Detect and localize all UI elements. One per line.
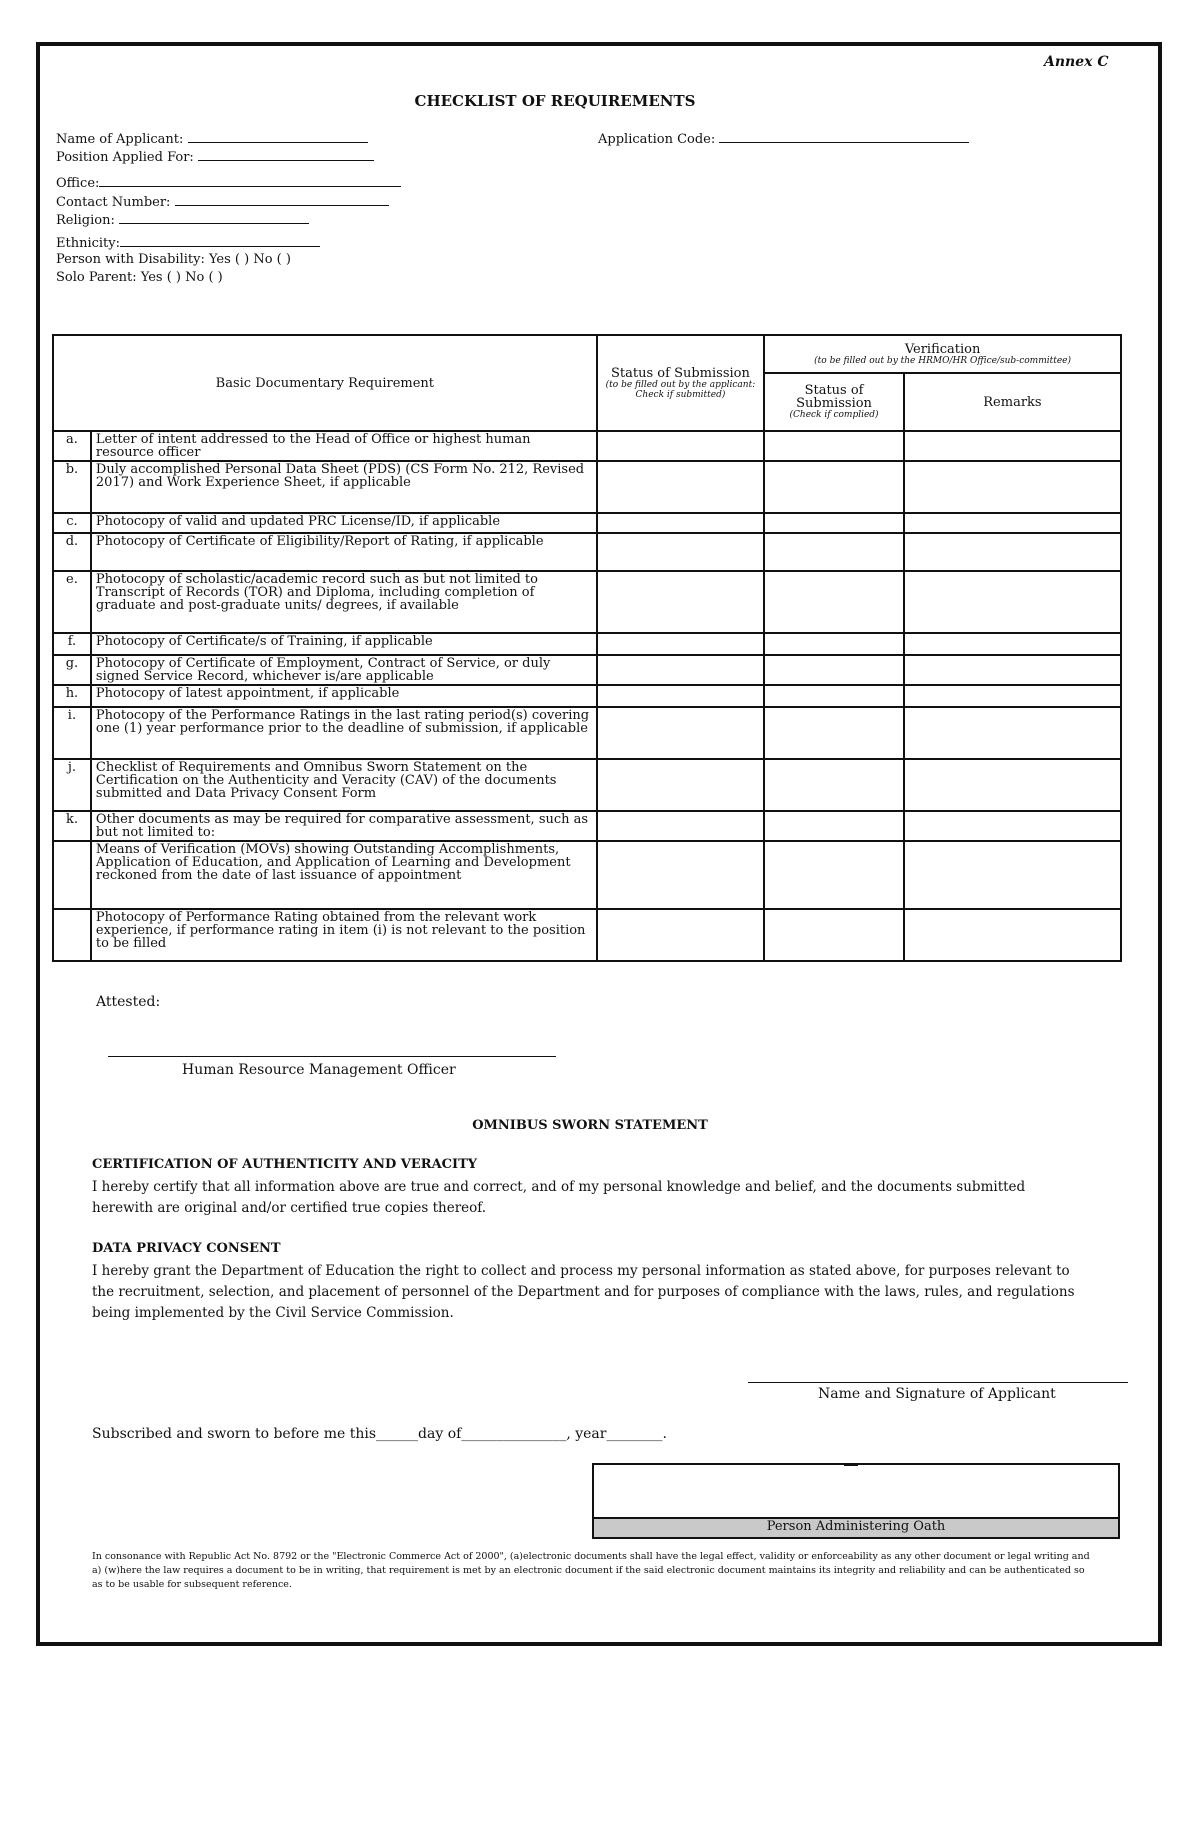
row-letter: c. bbox=[53, 513, 91, 533]
application-code-field[interactable] bbox=[598, 130, 969, 147]
header-requirement: Basic Documentary Requirement bbox=[53, 335, 597, 431]
row-requirement: Duly accomplished Personal Data Sheet (PDS) (CS Form No. 212, Revised 2017) and Work Experience Sheet, if applicable bbox=[91, 461, 597, 513]
table-row bbox=[53, 431, 1121, 461]
subscribed-line[interactable]: Subscribed and sworn to before me this______day of_______________, year________. bbox=[92, 1426, 667, 1442]
row-letter: a. bbox=[53, 431, 91, 461]
table-row bbox=[53, 759, 1121, 811]
row-letter: e. bbox=[53, 571, 91, 633]
header-status-note: (to be filled out by the applicant: Check if submitted) bbox=[605, 379, 756, 400]
row-requirement: Photocopy of valid and updated PRC License/ID, if applicable bbox=[91, 513, 597, 533]
verify-cell[interactable] bbox=[764, 461, 904, 513]
religion-label: Religion: bbox=[56, 213, 115, 228]
pwd-field[interactable]: Person with Disability: Yes ( ) No ( ) bbox=[56, 252, 291, 267]
row-letter: f. bbox=[53, 633, 91, 655]
header-ver-status-note: (Check if complied) bbox=[789, 410, 879, 420]
table-row bbox=[53, 633, 1121, 655]
verify-cell[interactable] bbox=[764, 513, 904, 533]
application-code-label: Application Code: bbox=[598, 132, 716, 147]
verify-cell[interactable] bbox=[764, 571, 904, 633]
certification-heading: CERTIFICATION OF AUTHENTICITY AND VERACITY bbox=[92, 1157, 478, 1172]
verify-cell[interactable] bbox=[764, 533, 904, 571]
privacy-text: I hereby grant the Department of Education the right to collect and process my personal information as stated above, for purposes relevant to the recruitment, selection, and placement of personnel of the Department and for purposes of compliance with the laws, rules, and regulations being implemented by the Civil Service Commission. bbox=[92, 1263, 1075, 1321]
status-cell[interactable] bbox=[597, 633, 765, 655]
verify-cell[interactable] bbox=[764, 633, 904, 655]
header-status bbox=[597, 335, 765, 431]
oath-label: Person Administering Oath bbox=[594, 1517, 1118, 1537]
row-requirement: Means of Verification (MOVs) showing Outstanding Accomplishments, Application of Education, and Application of Learning and Development reckoned from the date of last issuance of appointment bbox=[91, 841, 597, 909]
row-letter: k. bbox=[53, 811, 91, 841]
verify-cell[interactable] bbox=[764, 431, 904, 461]
verify-cell[interactable] bbox=[764, 909, 904, 961]
privacy-heading: DATA PRIVACY CONSENT bbox=[92, 1241, 281, 1256]
remarks-cell[interactable] bbox=[904, 707, 1121, 759]
verify-cell[interactable] bbox=[764, 759, 904, 811]
verify-cell[interactable] bbox=[764, 655, 904, 685]
table-row bbox=[53, 533, 1121, 571]
header-verification-note: (to be filled out by the HRMO/HR Office/sub-committee) bbox=[814, 355, 1072, 366]
row-requirement: Photocopy of Performance Rating obtained from the relevant work experience, if performance rating in item (i) is not relevant to the position to be filled bbox=[91, 909, 597, 961]
table-row bbox=[53, 513, 1121, 533]
office-label: Office: bbox=[56, 176, 100, 191]
row-requirement: Photocopy of Certificate of Employment, Contract of Service, or duly signed Service Record, whichever is/are applicable bbox=[91, 655, 597, 685]
requirements-table bbox=[52, 334, 1122, 962]
remarks-cell[interactable] bbox=[904, 909, 1121, 961]
applicant-name-field[interactable] bbox=[56, 130, 368, 147]
row-requirement: Photocopy of scholastic/academic record such as but not limited to Transcript of Records (TOR) and Diploma, including completion of graduate and post-graduate units/ degrees, if available bbox=[91, 571, 597, 633]
header-status-label: Status of Submission bbox=[611, 365, 750, 381]
table-row bbox=[53, 571, 1121, 633]
verify-cell[interactable] bbox=[764, 707, 904, 759]
solo-parent-field[interactable]: Solo Parent: Yes ( ) No ( ) bbox=[56, 270, 223, 285]
legal-footnote: In consonance with Republic Act No. 8792 or the "Electronic Commerce Act of 2000", (a)electronic documents shall have the legal effect, validity or enforceability as any other document or legal writing and a) (w)here the law requires a document to be in writing, that requirement is met by an electronic document if the said electronic document maintains its integrity and reliability and can be authenticated so as to be usable for subsequent reference. bbox=[92, 1551, 1090, 1590]
row-letter bbox=[53, 841, 91, 909]
status-cell[interactable] bbox=[597, 759, 765, 811]
header-verification-label: Verification bbox=[904, 341, 981, 357]
row-requirement: Checklist of Requirements and Omnibus Sworn Statement on the Certification on the Authenticity and Veracity (CAV) of the documents submitted and Data Privacy Consent Form bbox=[91, 759, 597, 811]
row-requirement: Photocopy of latest appointment, if applicable bbox=[91, 685, 597, 707]
table-row bbox=[53, 841, 1121, 909]
status-cell[interactable] bbox=[597, 461, 765, 513]
remarks-cell[interactable] bbox=[904, 461, 1121, 513]
header-verification bbox=[764, 335, 1121, 373]
remarks-cell[interactable] bbox=[904, 533, 1121, 571]
status-cell[interactable] bbox=[597, 707, 765, 759]
row-requirement: Other documents as may be required for comparative assessment, such as but not limited to: bbox=[91, 811, 597, 841]
position-label: Position Applied For: bbox=[56, 150, 194, 165]
row-letter: h. bbox=[53, 685, 91, 707]
table-row bbox=[53, 655, 1121, 685]
remarks-cell[interactable] bbox=[904, 759, 1121, 811]
status-cell[interactable] bbox=[597, 655, 765, 685]
row-letter: d. bbox=[53, 533, 91, 571]
sworn-statement-title: OMNIBUS SWORN STATEMENT bbox=[472, 1118, 708, 1133]
remarks-cell[interactable] bbox=[904, 513, 1121, 533]
row-letter: g. bbox=[53, 655, 91, 685]
header-ver-status-label: Status of Submission bbox=[796, 383, 872, 411]
remarks-cell[interactable] bbox=[904, 685, 1121, 707]
position-field[interactable] bbox=[56, 148, 374, 165]
row-requirement: Photocopy of Certificate of Eligibility/Report of Rating, if applicable bbox=[91, 533, 597, 571]
table-row bbox=[53, 461, 1121, 513]
remarks-cell[interactable] bbox=[904, 811, 1121, 841]
status-cell[interactable] bbox=[597, 909, 765, 961]
contact-label: Contact Number: bbox=[56, 195, 171, 210]
status-cell[interactable] bbox=[597, 513, 765, 533]
table-row bbox=[53, 707, 1121, 759]
header-ver-status bbox=[764, 373, 904, 431]
verify-cell[interactable] bbox=[764, 841, 904, 909]
contact-field[interactable] bbox=[56, 193, 389, 210]
remarks-cell[interactable] bbox=[904, 571, 1121, 633]
row-requirement: Letter of intent addressed to the Head of Office or highest human resource officer bbox=[91, 431, 597, 461]
ethnicity-field[interactable] bbox=[56, 234, 320, 251]
table-row bbox=[53, 685, 1121, 707]
status-cell[interactable] bbox=[597, 431, 765, 461]
row-letter: i. bbox=[53, 707, 91, 759]
applicant-signature-line[interactable] bbox=[748, 1382, 1128, 1383]
verify-cell[interactable] bbox=[764, 811, 904, 841]
annex-label: Annex C bbox=[1044, 54, 1109, 70]
ethnicity-label: Ethnicity: bbox=[56, 236, 121, 251]
remarks-cell[interactable] bbox=[904, 655, 1121, 685]
remarks-cell[interactable] bbox=[904, 633, 1121, 655]
row-requirement: Photocopy of Certificate/s of Training, if applicable bbox=[91, 633, 597, 655]
remarks-cell[interactable] bbox=[904, 841, 1121, 909]
hrmo-label: Human Resource Management Officer bbox=[182, 1062, 456, 1078]
status-cell[interactable] bbox=[597, 533, 765, 571]
status-cell[interactable] bbox=[597, 571, 765, 633]
attested-label: Attested: bbox=[96, 994, 161, 1010]
status-cell[interactable] bbox=[597, 811, 765, 841]
oath-box-tick bbox=[844, 1463, 858, 1466]
certification-text: I hereby certify that all information above are true and correct, and of my personal knowledge and belief, and the documents submitted herewith are original and/or certified true copies thereof. bbox=[92, 1179, 1026, 1216]
applicant-signature-label: Name and Signature of Applicant bbox=[818, 1386, 1056, 1402]
row-letter: b. bbox=[53, 461, 91, 513]
hrmo-signature-line[interactable] bbox=[108, 1056, 556, 1057]
status-cell[interactable] bbox=[597, 685, 765, 707]
row-requirement: Photocopy of the Performance Ratings in the last rating period(s) covering one (1) year performance prior to the deadline of submission, if applicable bbox=[91, 707, 597, 759]
verify-cell[interactable] bbox=[764, 685, 904, 707]
remarks-cell[interactable] bbox=[904, 431, 1121, 461]
office-field[interactable] bbox=[56, 174, 401, 191]
row-letter bbox=[53, 909, 91, 961]
header-remarks: Remarks bbox=[904, 373, 1121, 431]
row-letter: j. bbox=[53, 759, 91, 811]
status-cell[interactable] bbox=[597, 841, 765, 909]
religion-field[interactable] bbox=[56, 211, 309, 228]
applicant-name-label: Name of Applicant: bbox=[56, 132, 184, 147]
oath-signature-box[interactable] bbox=[592, 1463, 1120, 1539]
table-row bbox=[53, 811, 1121, 841]
page-title: CHECKLIST OF REQUIREMENTS bbox=[414, 92, 696, 110]
table-row bbox=[53, 909, 1121, 961]
